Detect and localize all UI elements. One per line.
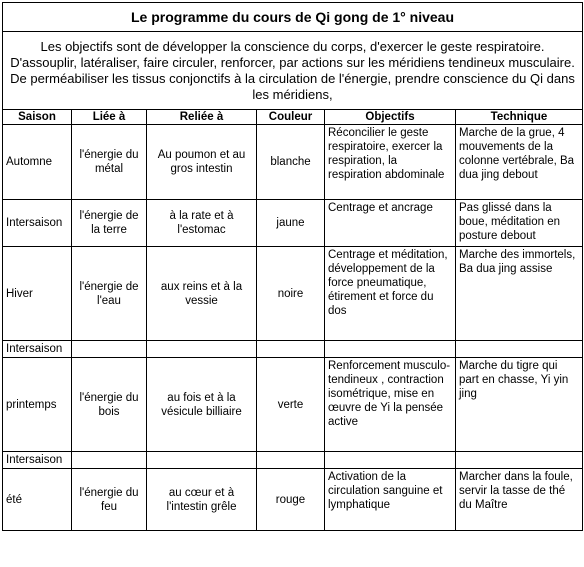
cell-saison: Automne [3, 125, 72, 200]
cell-saison: Hiver [3, 247, 72, 341]
cell-couleur: jaune [257, 200, 325, 247]
cell-objectifs [325, 341, 456, 358]
title-row [3, 3, 583, 32]
table-row [3, 125, 583, 200]
cell-reliee: à la rate et à l'estomac [147, 200, 257, 247]
cell-technique: Marche de la grue, 4 mouvements de la colonne vertébrale, Ba dua jing debout [456, 125, 583, 200]
table-row [3, 341, 583, 358]
cell-couleur: blanche [257, 125, 325, 200]
cell-liee [72, 341, 147, 358]
header-saison: Saison [3, 110, 72, 125]
cell-saison: été [3, 469, 72, 531]
cell-reliee: aux reins et à la vessie [147, 247, 257, 341]
cell-saison: Intersaison [3, 200, 72, 247]
cell-saison: printemps [3, 358, 72, 452]
header-liee: Liée à [72, 110, 147, 125]
table-row [3, 452, 583, 469]
cell-saison: Intersaison [3, 452, 72, 469]
cell-reliee: au fois et à la vésicule billiaire [147, 358, 257, 452]
header-couleur: Couleur [257, 110, 325, 125]
page-title: Le programme du cours de Qi gong de 1° niveau [3, 3, 583, 32]
table-row [3, 469, 583, 531]
cell-objectifs: Réconcilier le geste respiratoire, exercer la respiration, la respiration abdominale [325, 125, 456, 200]
cell-objectifs: Centrage et méditation, développement de la force pneumatique, étirement et force du dos [325, 247, 456, 341]
cell-objectifs [325, 452, 456, 469]
program-table [2, 2, 583, 531]
cell-technique: Pas glissé dans la boue, méditation en posture debout [456, 200, 583, 247]
cell-couleur: verte [257, 358, 325, 452]
cell-reliee: au cœur et à l'intestin grêle [147, 469, 257, 531]
cell-technique [456, 341, 583, 358]
cell-liee: l'énergie de l'eau [72, 247, 147, 341]
cell-reliee: Au poumon et au gros intestin [147, 125, 257, 200]
cell-liee: l'énergie du bois [72, 358, 147, 452]
cell-objectifs: Centrage et ancrage [325, 200, 456, 247]
header-technique: Technique [456, 110, 583, 125]
table-row [3, 200, 583, 247]
header-objectifs: Objectifs [325, 110, 456, 125]
intro-paragraph: Les objectifs sont de développer la conscience du corps, d'exercer le geste respiratoire. D'assouplir, latéraliser, faire circuler, renforcer, par actions sur les méridiens tendineux musculaire. De perméabiliser les tissus conjonctifs à la circulation de l'énergie, prendre conscience du Qi dans les méridiens, [3, 32, 583, 110]
cell-technique: Marche des immortels, Ba dua jing assise [456, 247, 583, 341]
cell-objectifs: Renforcement musculo-tendineux , contraction isométrique, mise en œuvre de Yi la pensée active [325, 358, 456, 452]
cell-reliee [147, 341, 257, 358]
cell-saison: Intersaison [3, 341, 72, 358]
cell-liee: l'énergie du feu [72, 469, 147, 531]
cell-technique: Marcher dans la foule, servir la tasse de thé du Maître [456, 469, 583, 531]
cell-couleur: noire [257, 247, 325, 341]
cell-objectifs: Activation de la circulation sanguine et lymphatique [325, 469, 456, 531]
cell-technique: Marche du tigre qui part en chasse, Yi yin jing [456, 358, 583, 452]
header-row [3, 110, 583, 125]
document [2, 2, 582, 531]
table-row [3, 358, 583, 452]
table-row [3, 247, 583, 341]
cell-liee: l'énergie du métal [72, 125, 147, 200]
cell-reliee [147, 452, 257, 469]
cell-liee [72, 452, 147, 469]
cell-liee: l'énergie de la terre [72, 200, 147, 247]
header-reliee: Reliée à [147, 110, 257, 125]
intro-row [3, 32, 583, 110]
cell-couleur: rouge [257, 469, 325, 531]
cell-couleur [257, 452, 325, 469]
cell-couleur [257, 341, 325, 358]
cell-technique [456, 452, 583, 469]
